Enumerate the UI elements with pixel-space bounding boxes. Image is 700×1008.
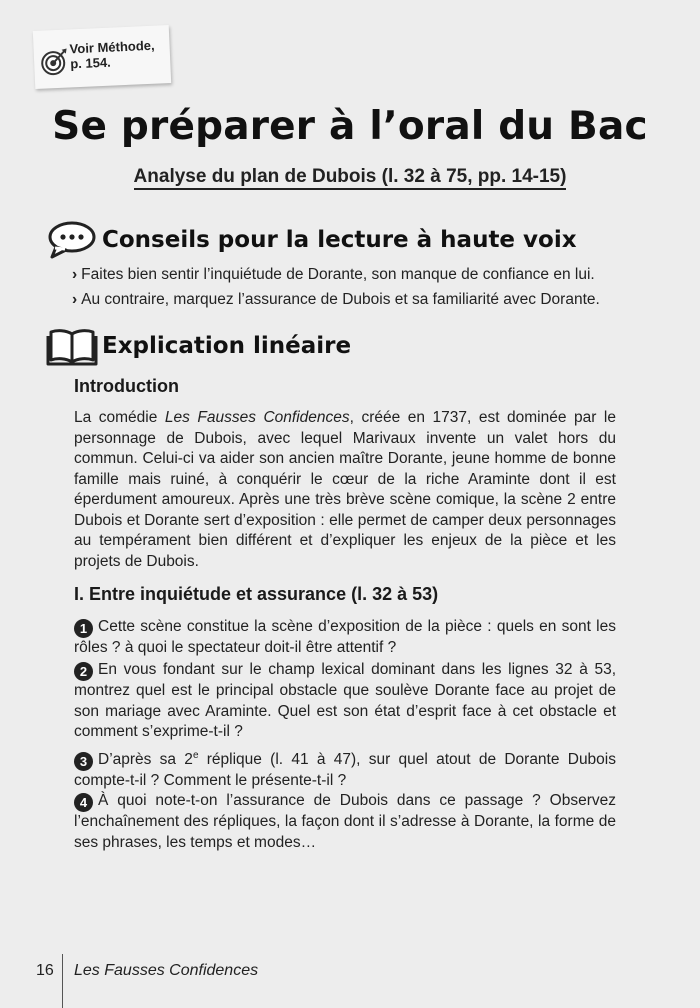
footer-divider bbox=[62, 954, 63, 1008]
speech-bubble-icon bbox=[46, 220, 98, 260]
reading-tip bbox=[72, 266, 672, 284]
tip-text: Au contraire, marquez l’assurance de Dubois et sa familiarité avec Dorante. bbox=[81, 291, 600, 308]
intro-text-rest: , créée en 1737, est dominée par le personnage de Dubois, avec lequel Marivaux invente un valet hors du commun. Celui-ci va aider son ancien maître Dorante, jeune homme de bonne famille mais ruiné, à conquérir le cœur de la riche Araminte dont il est éperdument amoureux. Après une très brève scène comique, la scène 2 entre Dubois et Dorante sert d’exposition : elle permet de camper deux personnages au tempérament bien différent et d’expliquer les enjeux de la pièce et les projets de Dubois. bbox=[74, 409, 616, 570]
page-subtitle bbox=[0, 166, 700, 188]
note-text bbox=[69, 38, 155, 72]
question-number-badge: 3 bbox=[74, 752, 93, 771]
explication-heading-text: Explication linéaire bbox=[102, 333, 352, 359]
question-number-badge: 1 bbox=[74, 619, 93, 638]
note-line1: Voir Méthode, bbox=[69, 37, 155, 57]
question-text-end: réplique (l. 41 à 47), sur quel atout de Dorante Dubois compte-t-il ? Comment le présente-t-il ? bbox=[74, 751, 616, 790]
question-text-start: D’après sa 2 bbox=[98, 751, 193, 769]
reading-heading-text: Conseils pour la lecture à haute voix bbox=[102, 227, 577, 253]
work-title: Les Fausses Confidences bbox=[164, 409, 350, 426]
open-book-icon bbox=[46, 326, 98, 366]
intro-paragraph bbox=[74, 408, 616, 572]
target-icon bbox=[40, 47, 69, 76]
question-4 bbox=[74, 791, 616, 853]
method-reference-note bbox=[33, 25, 171, 89]
question-1 bbox=[74, 617, 616, 659]
intro-text-start: La comédie bbox=[74, 409, 165, 426]
subtitle-text: Analyse du plan de Dubois (l. 32 à 75, pp. 14-15) bbox=[134, 166, 567, 190]
tip-text: Faites bien sentir l’inquiétude de Dorante, son manque de confiance en lui. bbox=[81, 266, 595, 283]
reading-tip bbox=[72, 291, 672, 309]
bullet-marker: › bbox=[72, 266, 78, 283]
reading-section-heading bbox=[46, 220, 577, 260]
question-number-badge: 4 bbox=[74, 793, 93, 812]
question-3 bbox=[74, 746, 616, 792]
superscript: e bbox=[192, 750, 199, 761]
page-number: 16 bbox=[36, 962, 54, 979]
explication-section-heading bbox=[46, 326, 351, 366]
part-heading: I. Entre inquiétude et assurance (l. 32 à 53) bbox=[74, 584, 439, 604]
question-text: En vous fondant sur le champ lexical dominant dans les lignes 32 à 53, montrez quel est le principal obstacle que soulève Dorante face au projet de son mariage avec Araminte. Quel est son état d’esprit face à cet obstacle et comment s’exprime-t-il ? bbox=[74, 661, 616, 740]
note-line2: p. 154. bbox=[69, 54, 112, 72]
question-number-badge: 2 bbox=[74, 662, 93, 681]
footer-book-title: Les Fausses Confidences bbox=[74, 962, 259, 979]
question-text: Cette scène constitue la scène d’exposition de la pièce : quels en sont les rôles ? à quoi le spectateur doit-il être attentif ? bbox=[74, 618, 616, 656]
page-title: Se préparer à l’oral du Bac bbox=[52, 104, 648, 149]
intro-heading: Introduction bbox=[74, 376, 179, 396]
question-text: À quoi note-t-on l’assurance de Dubois dans ce passage ? Observez l’enchaînement des répliques, la façon dont il s’adresse à Dorante, la forme de ses phrases, les temps et modes… bbox=[74, 792, 616, 851]
question-2 bbox=[74, 660, 616, 743]
bullet-marker: › bbox=[72, 291, 78, 308]
